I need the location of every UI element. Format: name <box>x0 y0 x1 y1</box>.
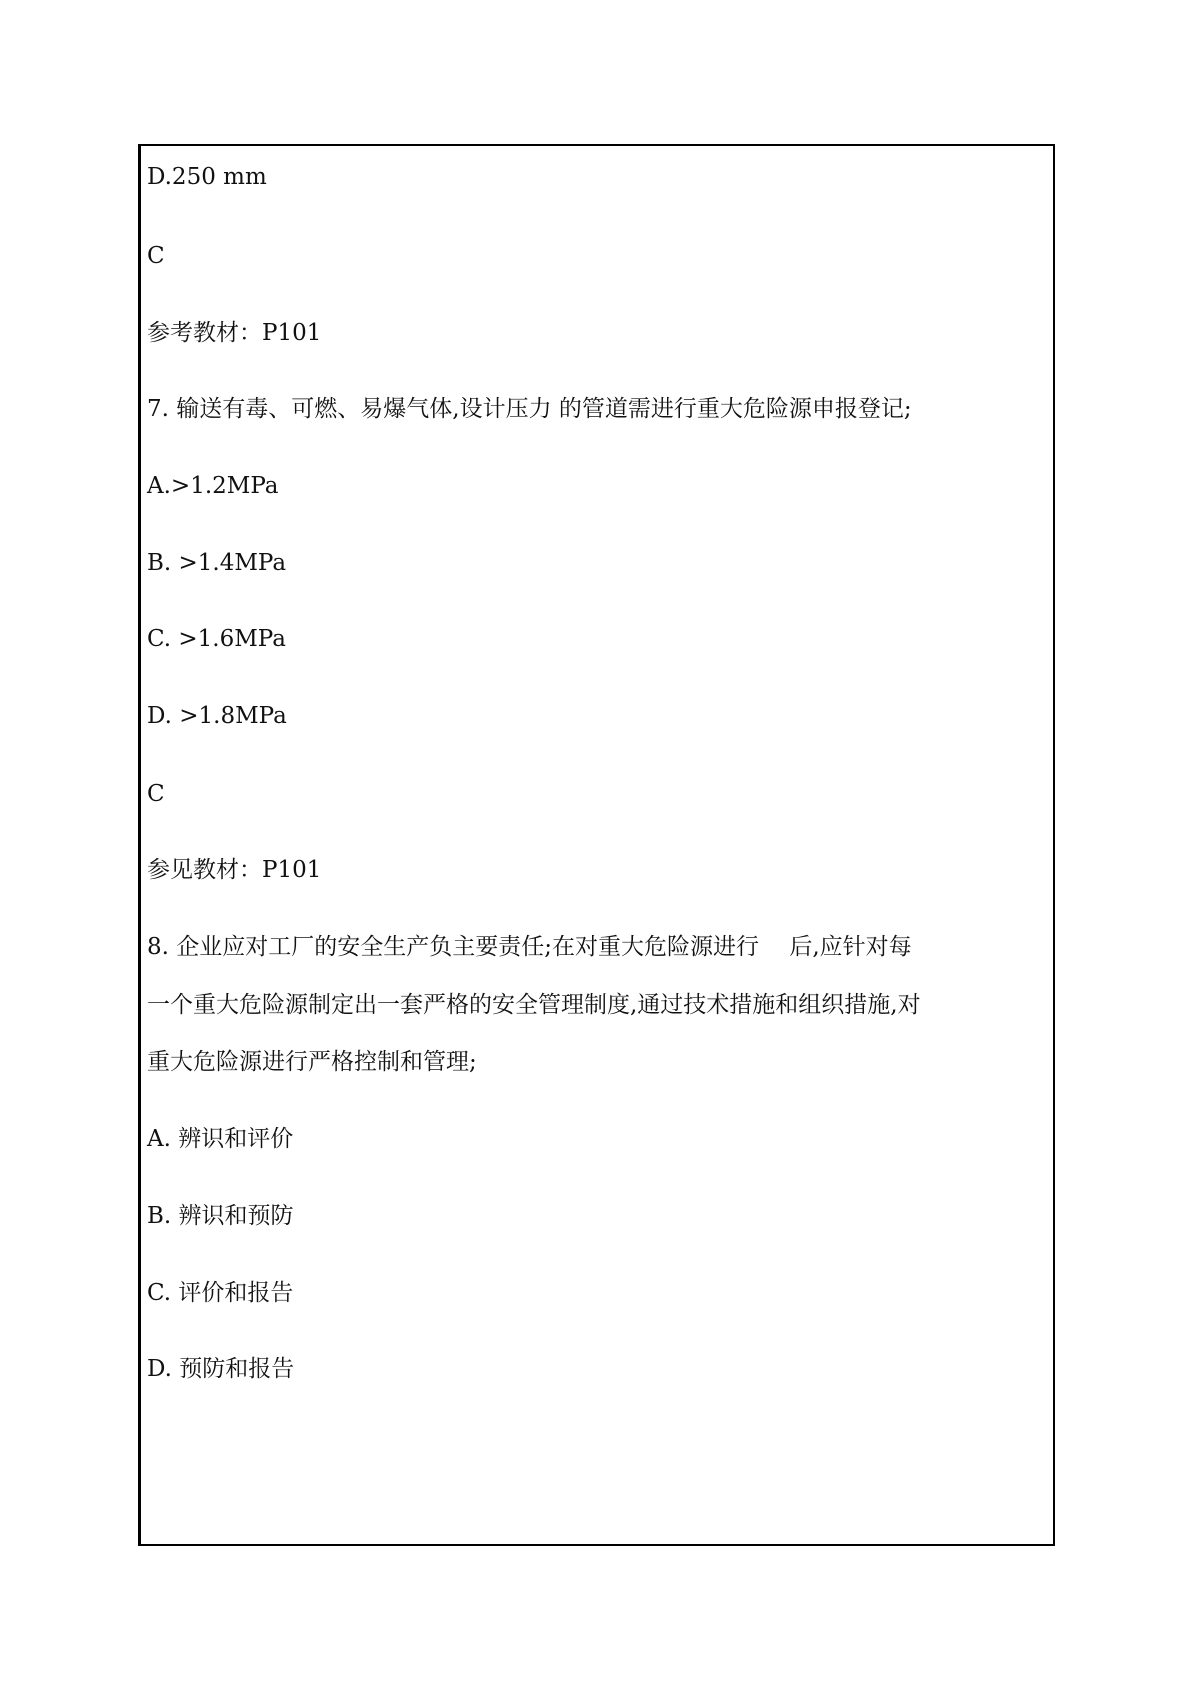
q7-reference: 参见教材：P101 <box>147 857 322 883</box>
prev-reference: 参考教材：P101 <box>147 320 322 346</box>
q8-stem-line-1: 8. 企业应对工厂的安全生产负主要责任;在对重大危险源进行 后,应针对每 <box>147 934 912 960</box>
q7-stem: 7. 输送有毒、可燃、易爆气体,设计压力 的管道需进行重大危险源申报登记; <box>147 396 912 422</box>
q7-option-c: C. >1.6MPa <box>147 626 286 652</box>
q8-option-c: C. 评价和报告 <box>147 1280 294 1306</box>
q7-answer: C <box>147 781 165 807</box>
prev-option-d: D.250 mm <box>147 164 267 190</box>
q8-stem-line-2: 一个重大危险源制定出一套严格的安全管理制度,通过技术措施和组织措施,对 <box>147 992 921 1018</box>
q7-option-b: B. >1.4MPa <box>147 550 287 576</box>
table-frame <box>138 144 1055 1546</box>
prev-answer: C <box>147 243 165 269</box>
q8-option-d: D. 预防和报告 <box>147 1356 295 1382</box>
q7-option-a: A.>1.2MPa <box>147 473 279 499</box>
q8-option-a: A. 辨识和评价 <box>147 1126 294 1152</box>
q8-option-b: B. 辨识和预防 <box>147 1203 294 1229</box>
q7-option-d: D. >1.8MPa <box>147 703 287 729</box>
q8-stem-line-3: 重大危险源进行严格控制和管理; <box>147 1049 477 1075</box>
